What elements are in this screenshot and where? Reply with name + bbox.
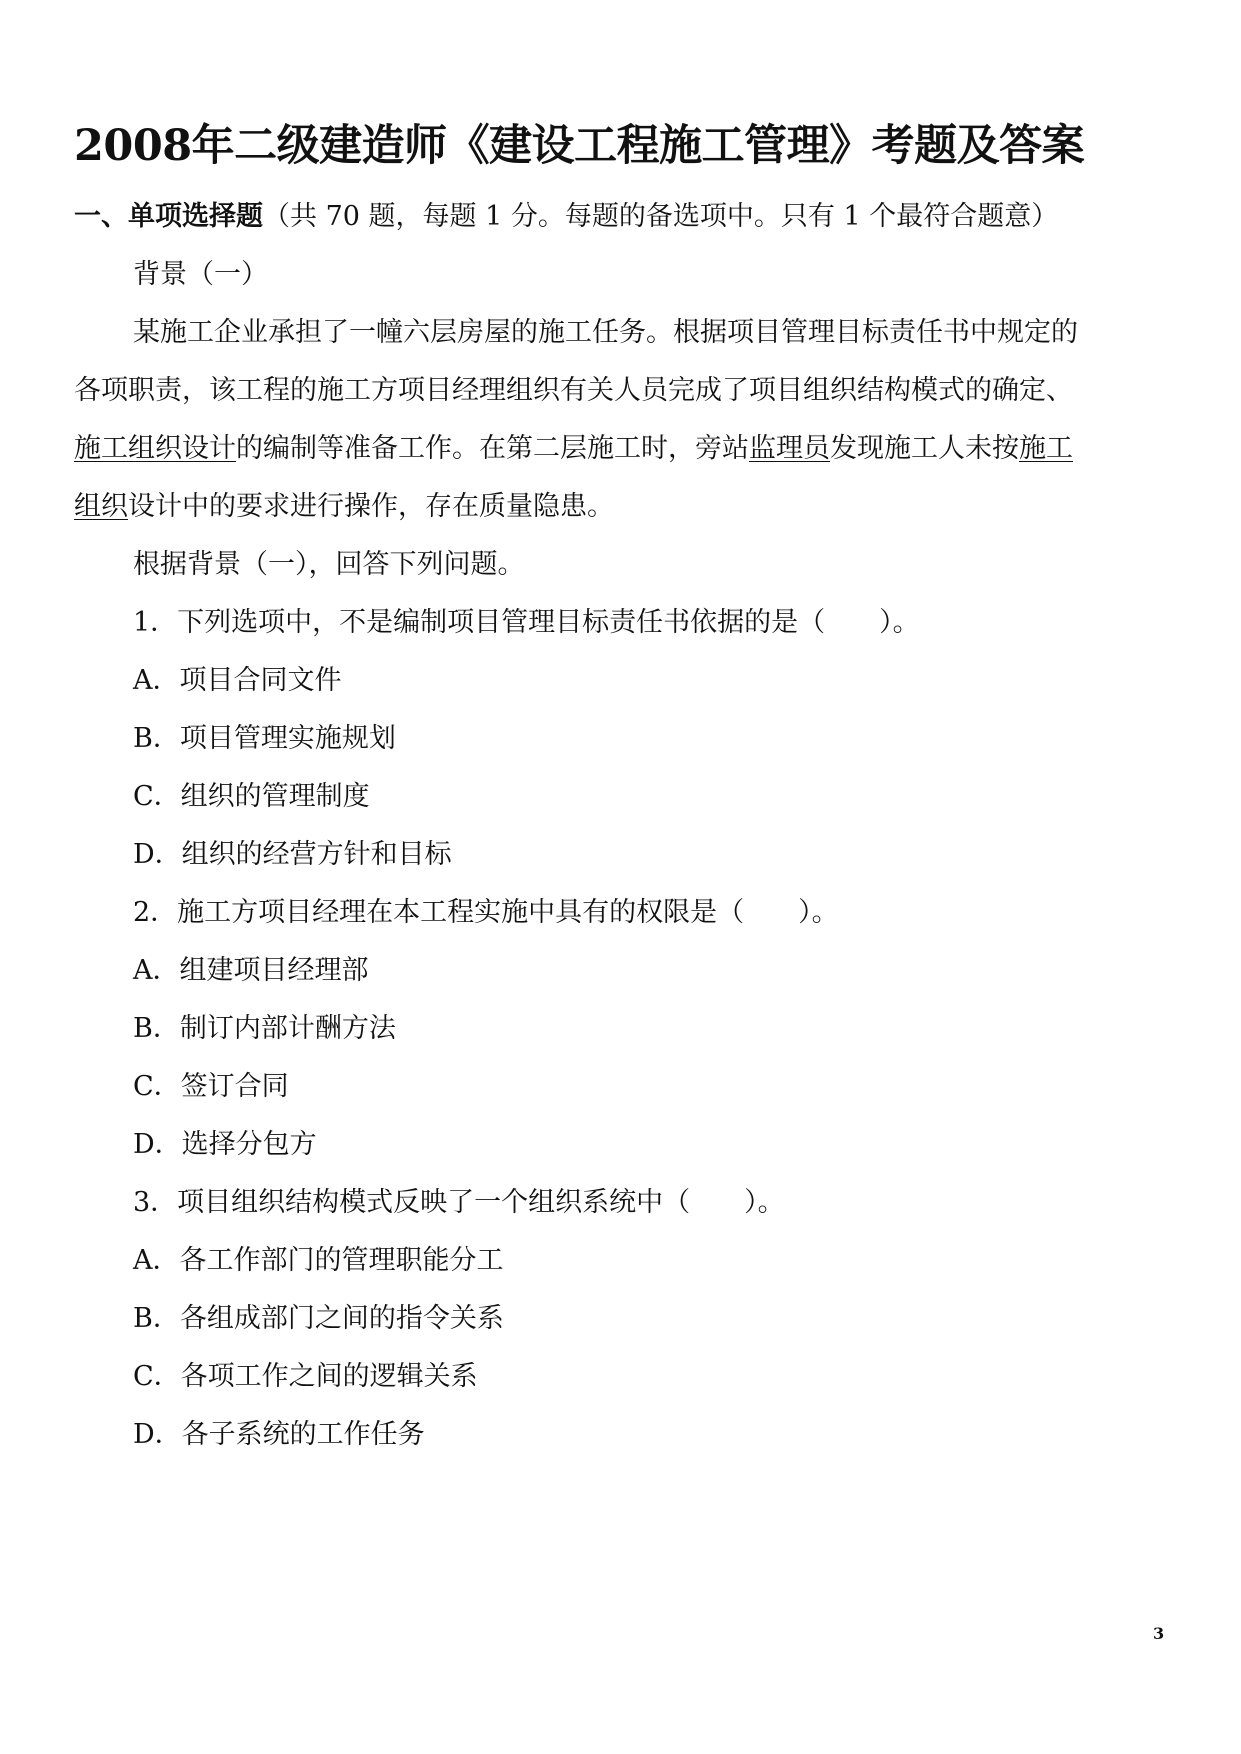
background-paragraph-line-3	[74, 429, 1073, 469]
question-3-option-b: B．各组成部门之间的指令关系	[133, 1303, 504, 1334]
question-2-option-d: D．选择分包方	[133, 1129, 317, 1160]
question-3-option-d: D．各子系统的工作任务	[133, 1419, 425, 1450]
paragraph-text: 发现施工人未按	[830, 433, 1019, 464]
question-2-option-b: B．制订内部计酬方法	[133, 1013, 396, 1044]
paragraph-text: 的编制等准备工作。在第二层施工时，旁站	[236, 433, 749, 464]
underlined-term: 施工组织设计	[74, 433, 236, 464]
question-1-option-d: D．组织的经营方针和目标	[133, 839, 452, 870]
question-1-option-b: B．项目管理实施规划	[133, 723, 396, 754]
question-1-option-c: C．组织的管理制度	[133, 781, 370, 812]
background-label: 背景（一）	[133, 259, 268, 290]
background-paragraph-line-1: 某施工企业承担了一幢六层房屋的施工任务。根据项目管理目标责任书中规定的	[133, 317, 1078, 348]
question-2-option-a: A．组建项目经理部	[133, 955, 369, 986]
background-paragraph-line-4	[74, 487, 614, 527]
page-number: 3	[1153, 1624, 1165, 1643]
background-paragraph-line-2: 各项职责，该工程的施工方项目经理组织有关人员完成了项目组织结构模式的确定、	[74, 375, 1073, 406]
section-heading-label: 一、单项选择题	[74, 201, 263, 232]
underlined-term: 组织	[74, 491, 128, 522]
question-1-stem: 1．下列选项中，不是编制项目管理目标责任书依据的是（ ）。	[133, 607, 920, 638]
question-1-option-a: A．项目合同文件	[133, 665, 342, 696]
section-heading-note: （共 70 题，每题 1 分。每题的备选项中。只有 1 个最符合题意）	[263, 201, 1059, 232]
question-2-option-c: C．签订合同	[133, 1071, 289, 1102]
underlined-term: 施工	[1019, 433, 1073, 464]
section-heading	[74, 197, 1058, 237]
question-2-stem: 2．施工方项目经理在本工程实施中具有的权限是（ ）。	[133, 897, 839, 928]
underlined-term: 监理员	[749, 433, 830, 464]
question-3-option-a: A．各工作部门的管理职能分工	[133, 1245, 504, 1276]
questions-prompt: 根据背景（一），回答下列问题。	[133, 549, 525, 580]
question-3-option-c: C．各项工作之间的逻辑关系	[133, 1361, 478, 1392]
question-3-stem: 3．项目组织结构模式反映了一个组织系统中（ ）。	[133, 1187, 785, 1218]
document-title: 2008年二级建造师《建设工程施工管理》考题及答案	[74, 121, 1085, 171]
paragraph-text: 设计中的要求进行操作，存在质量隐患。	[128, 491, 614, 522]
